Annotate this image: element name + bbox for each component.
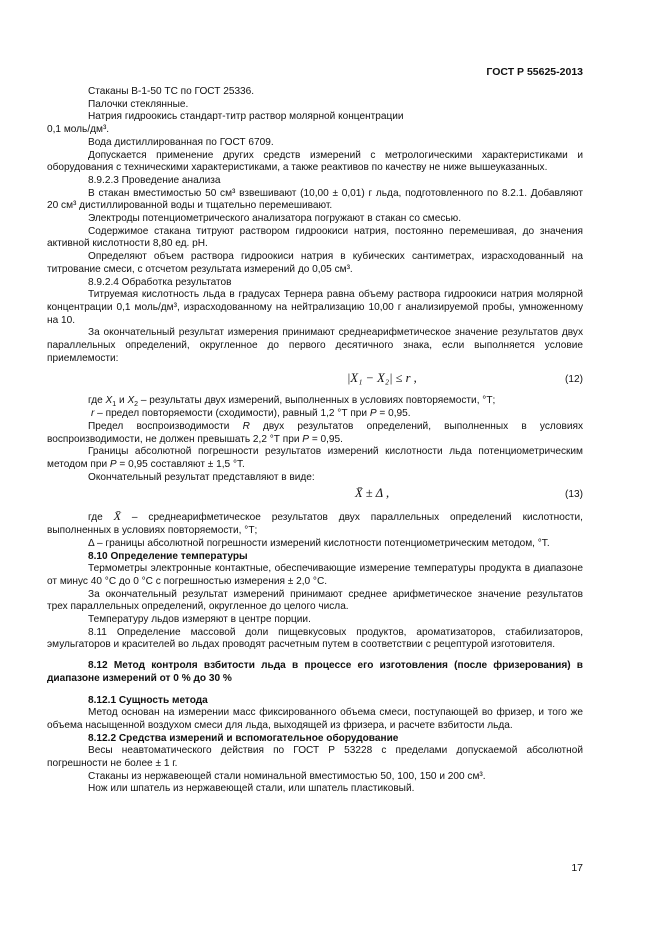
paragraph: Метод основан на измерении масс фиксированного объема смеси, поступающей во фризер, и того же объема насыщенной воздухом смеси для льда, выходящей из фризера, и расчете взбитости льда. bbox=[47, 707, 583, 731]
formula-number: (12) bbox=[565, 374, 583, 386]
page-number: 17 bbox=[571, 862, 583, 874]
paragraph: 8.11 Определение массовой доли пищевкусовых продуктов, ароматизаторов, стабилизаторов, эмульгаторов и красителей во льдах проводят расчетным путем в соответствии с рецептурой изготовителя. bbox=[47, 626, 583, 651]
paragraph: Границы абсолютной погрешности результатов измерений кислотности льда потенциометрическим методом при P = 0,95 составляют ± 1,5 °Т. bbox=[47, 446, 583, 470]
text-line: Вода дистиллированная по ГОСТ 6709. bbox=[88, 136, 274, 148]
paragraph: Термометры электронные контактные, обеспечивающие измерение температуры продукта в диапазоне от минус 40 °С до 0 °С с погрешностью измерения ± 2,0 °С. bbox=[47, 563, 583, 587]
paragraph: Содержимое стакана титруют раствором гидроокиси натрия, постоянно перемешивая, до значения активной кислотности 8,80 ед. pH. bbox=[47, 225, 583, 250]
formula-13 bbox=[47, 484, 583, 510]
text-line: Палочки стеклянные. bbox=[88, 98, 189, 110]
paragraph: Допускается применение других средств измерений с метрологическими характеристиками и оборудования с техническими характеристиками, а также реактивов по качеству не ниже вышеуказанных. bbox=[47, 149, 583, 174]
definition-line: где X̄ – среднеарифметическое результатов двух параллельных определений кислотности, выполненных в условиях повторяемости, °Т; bbox=[47, 509, 583, 537]
paragraph: Стаканы из нержавеющей стали номинальной вместимостью 50, 100, 150 и 200 см³. bbox=[88, 770, 486, 782]
standard-header: ГОСТ Р 55625-2013 bbox=[486, 66, 583, 78]
text-line: 0,1 моль/дм³. bbox=[47, 124, 110, 136]
paragraph: Предел воспроизводимости R двух результатов определений, выполненных в условиях воспроизводимости, не должен превышать 2,2 °Т при P = 0,95. bbox=[47, 420, 583, 445]
section-heading: 8.12 Метод контроля взбитости льда в процессе его изготовления (после фризерования) в диапазоне измерений от 0 % до 30 % bbox=[47, 660, 583, 684]
definition-line: Δ – границы абсолютной погрешности измерений кислотности потенциометрическим методом, °Т. bbox=[88, 537, 550, 549]
paragraph: За окончательный результат измерения принимают среднеарифметическое значение результатов двух параллельных определений, округленное до первого десятичного знака, если выполняется условие приемлемости: bbox=[47, 327, 583, 364]
paragraph: Температуру льдов измеряют в центре порции. bbox=[88, 614, 311, 626]
subsection-heading: 8.12.2 Средства измерений и вспомогательное оборудование bbox=[88, 732, 399, 744]
subsection-heading: 8.12.1 Сущность метода bbox=[88, 694, 208, 706]
subsection-heading: 8.9.2.3 Проведение анализа bbox=[88, 174, 221, 186]
text-line: Стаканы В-1-50 ТС по ГОСТ 25336. bbox=[88, 86, 255, 97]
paragraph: Электроды потенциометрического анализатора погружают в стакан со смесью. bbox=[88, 213, 462, 225]
text-line: Натрия гидроокись стандарт-титр раствор молярной концентрации bbox=[88, 111, 404, 123]
formula-expression: X̄ ± Δ , bbox=[355, 486, 390, 501]
definition-line: r – предел повторяемости (сходимости), равный 1,2 °Т при P = 0,95. bbox=[91, 408, 411, 420]
paragraph: Титруемая кислотность льда в градусах Тернера равна объему раствора гидроокиси натрия молярной концентрации 0,1 моль/дм³, израсходованному на нейтрализацию 10,00 г анализируемой пробы, умноженному на 10. bbox=[47, 289, 583, 326]
paragraph: В стакан вместимостью 50 см³ взвешивают (10,00 ± 0,01) г льда, подготовленного по 8.2.1. Добавляют 20 см³ дистиллированной воды и тщательно перемешивают. bbox=[47, 187, 583, 212]
subsection-heading: 8.9.2.4 Обработка результатов bbox=[88, 276, 232, 288]
page-content bbox=[47, 86, 583, 796]
paragraph: Окончательный результат представляют в виде: bbox=[88, 471, 315, 483]
section-heading: 8.10 Определение температуры bbox=[88, 550, 248, 562]
paragraph: Определяют объем раствора гидроокиси натрия в кубических сантиметрах, израсходованный на титрование смеси, с отсчетом результата измерений до 0,05 см³. bbox=[47, 251, 583, 275]
paragraph: За окончательный результат измерений принимают среднее арифметическое значение результатов трех параллельных определений, округленное до целого числа. bbox=[47, 588, 583, 613]
definition-line: где $X_1$ и $X_2$ – результаты двух измерений, выполненных в условиях повторяемости, °Т; bbox=[88, 395, 496, 409]
formula-expression: |X₁ − X₂| ≤ r , bbox=[347, 371, 417, 386]
formula-12 bbox=[47, 365, 583, 395]
paragraph: Весы неавтоматического действия по ГОСТ Р 53228 с пределами допускаемой абсолютной погрешности не более ± 1 г. bbox=[47, 745, 583, 770]
paragraph: Нож или шпатель из нержавеющей стали, или шпатель пластиковый. bbox=[88, 783, 415, 795]
formula-number: (13) bbox=[565, 489, 583, 501]
